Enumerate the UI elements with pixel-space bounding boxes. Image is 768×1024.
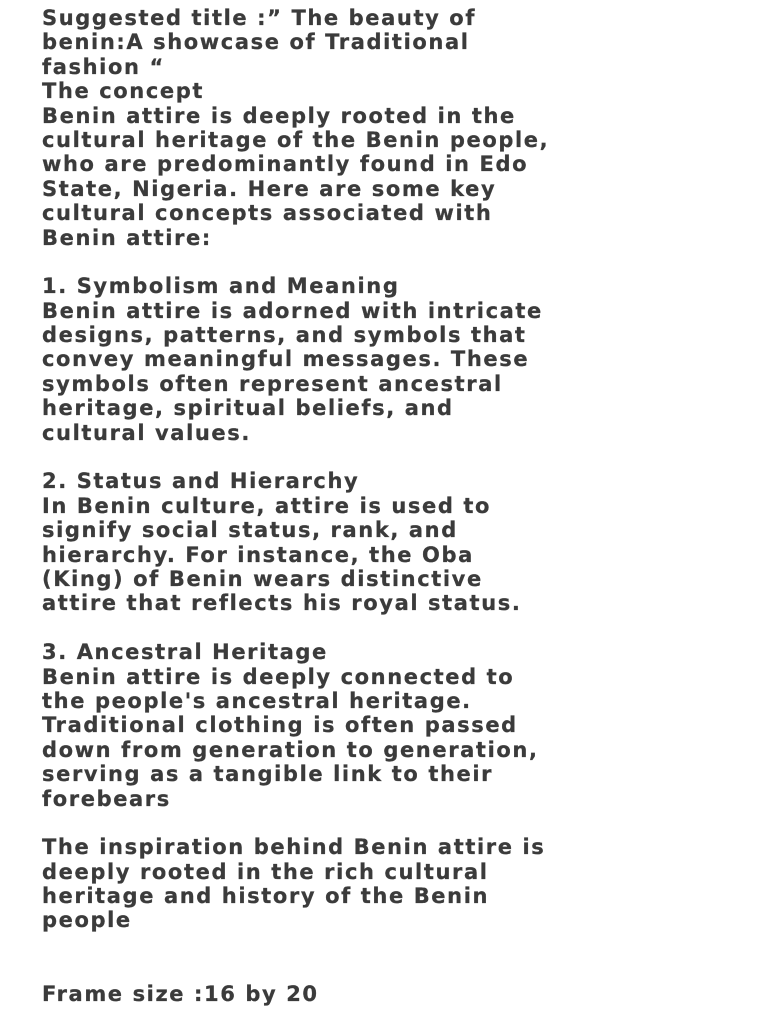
intro-line: cultural heritage of the Benin people, <box>42 127 550 152</box>
section-line: heritage, spiritual beliefs, and <box>42 396 454 421</box>
inspiration-line: people <box>42 908 132 933</box>
section-line: (King) of Benin wears distinctive <box>42 566 483 591</box>
section-line: signify social status, rank, and <box>42 518 458 543</box>
section-line: down from generation to generation, <box>42 737 539 762</box>
section-line: forebears <box>42 786 171 811</box>
paragraph-gap <box>42 250 742 274</box>
paragraph-gap <box>42 445 742 469</box>
section-line: Benin attire is deeply connected to <box>42 664 515 689</box>
section-line: Benin attire is adorned with intricate <box>42 298 543 323</box>
title-line: benin:A showcase of Traditional <box>42 30 470 55</box>
section-line: Traditional clothing is often passed <box>42 713 518 738</box>
section-line: the people's ancestral heritage. <box>42 688 472 713</box>
paragraph-gap <box>42 616 742 640</box>
title-line: fashion “ <box>42 54 165 79</box>
inspiration-line: deeply rooted in the rich cultural <box>42 859 489 884</box>
intro-line: Benin attire: <box>42 225 212 250</box>
section-heading-ancestral: 3. Ancestral Heritage <box>42 640 328 665</box>
inspiration-line: The inspiration behind Benin attire is <box>42 835 546 860</box>
section-heading-status: 2. Status and Hierarchy <box>42 469 360 494</box>
intro-line: who are predominantly found in Edo <box>42 152 529 177</box>
title-line: Suggested title :” The beauty of <box>42 6 477 30</box>
section-heading-symbolism: 1. Symbolism and Meaning <box>42 274 400 299</box>
paragraph-gap <box>42 933 742 982</box>
section-line: In Benin culture, attire is used to <box>42 493 492 518</box>
intro-line: cultural concepts associated with <box>42 201 493 226</box>
frame-size-text: Frame size :16 by 20 <box>42 981 319 1006</box>
paragraph-gap <box>42 811 742 835</box>
section-line: serving as a tangible link to their <box>42 762 494 787</box>
section-line: symbols often represent ancestral <box>42 371 503 396</box>
note-document <box>42 6 742 1006</box>
intro-line: Benin attire is deeply rooted in the <box>42 103 516 128</box>
intro-line: State, Nigeria. Here are some key <box>42 176 497 201</box>
concept-heading: The concept <box>42 79 205 104</box>
section-line: cultural values. <box>42 420 251 445</box>
section-line: designs, patterns, and symbols that <box>42 323 527 348</box>
section-line: hierarchy. For instance, the Oba <box>42 542 474 567</box>
section-line: attire that reflects his royal status. <box>42 591 522 616</box>
section-line: convey meaningful messages. These <box>42 347 530 372</box>
inspiration-line: heritage and history of the Benin <box>42 884 490 909</box>
